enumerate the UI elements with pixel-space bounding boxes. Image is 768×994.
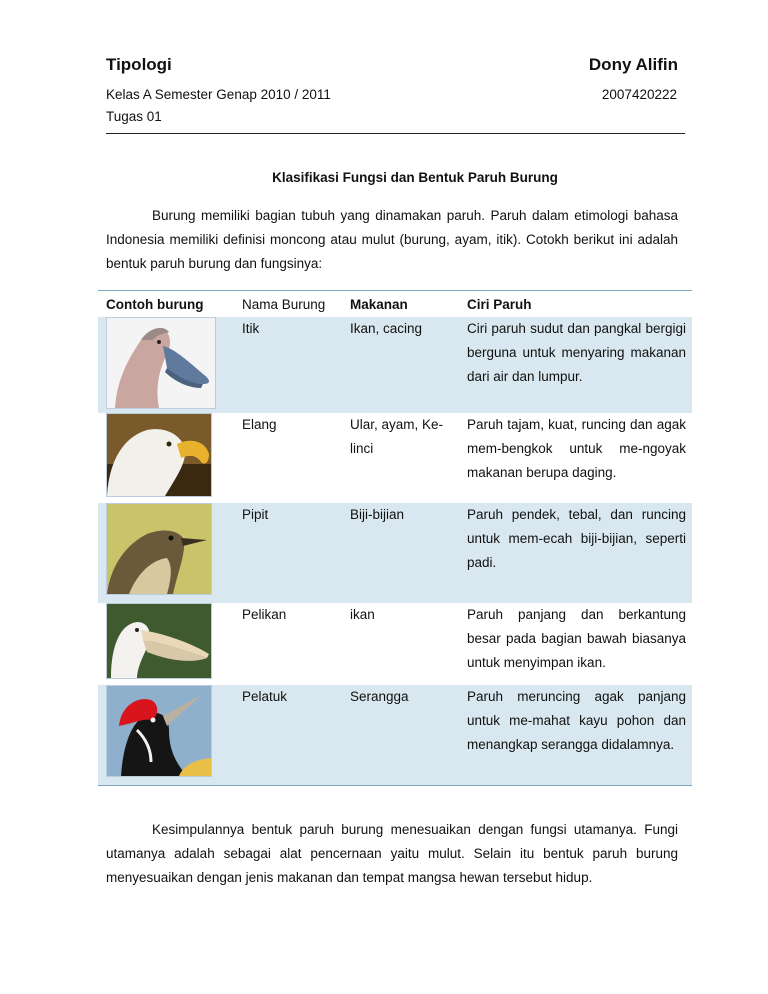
table-row: [98, 317, 692, 413]
document-title: Klasifikasi Fungsi dan Bentuk Paruh Burung: [272, 170, 558, 185]
intro-text: Burung memiliki bagian tubuh yang dinamakan paruh. Paruh dalam etimologi bahasa Indonesia memiliki definisi moncong atau mulut (burung, ayam, itik). Cotokh berikut ini adalah bentuk paruh burung dan fungsinya:: [106, 208, 678, 271]
table-header-row: [98, 291, 692, 318]
document-header-left-title: Tipologi: [106, 55, 172, 74]
table-row: [98, 503, 692, 603]
table-row: [98, 413, 692, 503]
author-name: Dony Alifin: [588, 55, 678, 74]
beak-description: Paruh meruncing agak panjang untuk me-mahat kayu pohon dan menangkap serangga didalamnya.: [459, 685, 692, 785]
beak-description: Ciri paruh sudut dan pangkal bergigi berguna untuk menyaring makanan dari air dan lumpur.: [459, 317, 692, 413]
header-bird-name: Nama Burung: [234, 291, 342, 318]
sparrow-photo: [106, 503, 212, 595]
header-beak-traits: Ciri Paruh: [459, 291, 692, 318]
bird-food: Serangga: [342, 685, 459, 785]
bird-name: Elang: [242, 417, 277, 432]
beak-description: Paruh tajam, kuat, runcing dan agak mem-bengkok untuk me-ngoyak makanan berupa daging.: [467, 417, 686, 480]
woodpecker-image-cell: [98, 685, 234, 785]
woodpecker-photo: [106, 685, 212, 777]
intro-paragraph: [106, 204, 678, 276]
pelican-head-photo: [106, 603, 212, 679]
bird-name: Pelatuk: [234, 685, 342, 785]
header-example-bird: Contoh burung: [98, 291, 234, 318]
bird-food: Ikan, cacing: [342, 317, 459, 413]
bird-food: ikan: [350, 607, 375, 622]
task-label: Tugas 01: [106, 109, 162, 124]
bird-food: Ular, ayam, Ke-linci: [350, 417, 444, 456]
beak-description: Paruh panjang dan berkantung besar pada bagian bawah biasanya untuk menyimpan ikan.: [467, 607, 686, 670]
duck-head-photo: [106, 317, 216, 409]
bird-food: Biji-bijian: [342, 503, 459, 603]
class-semester-line: Kelas A Semester Genap 2010 / 2011: [106, 87, 331, 102]
student-id: 2007420222: [601, 87, 677, 102]
header-food: Makanan: [342, 291, 459, 318]
header-divider: [106, 133, 685, 134]
conclusion-text: Kesimpulannya bentuk paruh burung menesuaikan dengan fungsi utamanya. Fungi utamanya adalah sebagai alat pencernaan yaitu mulut. Selain itu bentuk paruh burung menyesuaikan dengan jenis makanan dan tempat mangsa hewan tersebut hidup.: [106, 822, 678, 885]
table-row: [98, 603, 692, 685]
conclusion-paragraph: [106, 818, 678, 890]
beak-description: Paruh pendek, tebal, dan runcing untuk mem-ecah biji-bijian, seperti padi.: [459, 503, 692, 603]
beak-classification-table: [98, 290, 692, 786]
sparrow-image-cell: [98, 503, 234, 603]
bird-name: Itik: [234, 317, 342, 413]
bird-name: Pelikan: [242, 607, 287, 622]
duck-image-cell: [98, 317, 234, 413]
bird-name: Pipit: [234, 503, 342, 603]
pelican-image-cell: [98, 603, 234, 685]
eagle-image-cell: [98, 413, 234, 503]
table-row: [98, 685, 692, 785]
eagle-head-photo: [106, 413, 212, 497]
